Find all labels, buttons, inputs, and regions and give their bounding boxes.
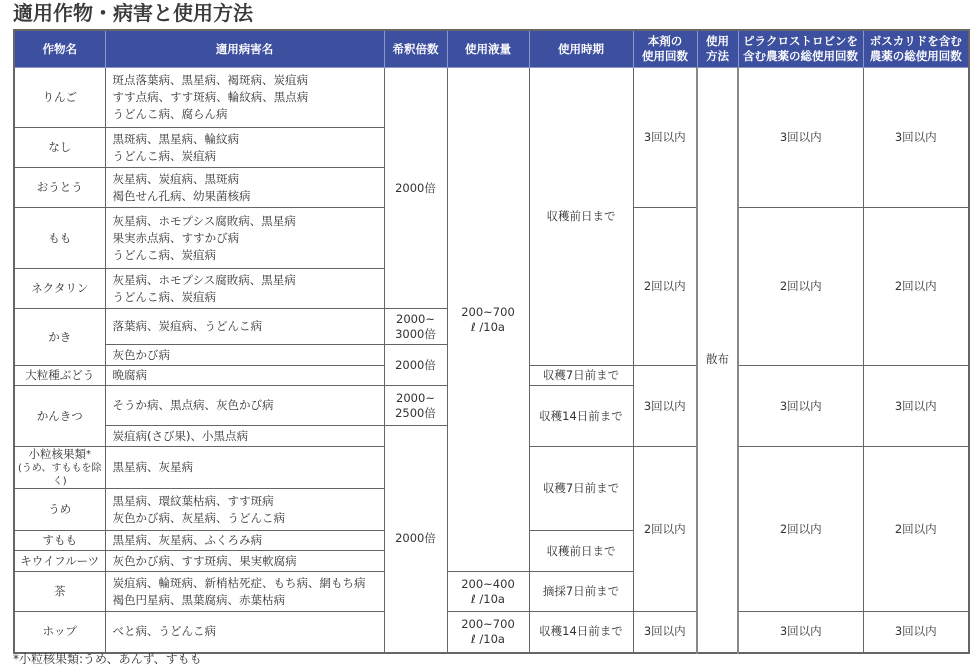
header-boscalid: ボスカリドを含む 農薬の総使用回数 — [863, 30, 969, 68]
boscalid-cell: 3回以内 — [863, 612, 969, 653]
crop-name: かき — [14, 309, 105, 366]
boscalid-cell: 3回以内 — [863, 366, 969, 447]
boscalid-cell: 2回以内 — [863, 447, 969, 612]
crop-name: すもも — [14, 531, 105, 551]
crop-name-label: 小粒核果類 — [28, 447, 86, 461]
dilution-cell: 2000倍 — [384, 426, 447, 653]
disease-cell: 黒星病、環紋葉枯病、すす斑病 灰色かび病、灰星病、うどんこ病 — [105, 489, 384, 531]
boscalid-cell: 3回以内 — [863, 68, 969, 208]
dilution-cell: 2000倍 — [384, 345, 447, 386]
disease-cell: 灰星病、ホモプシス腐敗病、黒星病 果実赤点病、すすかび病 うどんこ病、炭疽病 — [105, 208, 384, 269]
timing-cell: 収穫7日前まで — [529, 447, 633, 531]
pyraclostrobin-cell: 3回以内 — [738, 68, 863, 208]
application-table — [13, 29, 970, 654]
timing-cell: 収穫14日前まで — [529, 612, 633, 653]
timing-cell: 収穫前日まで — [529, 531, 633, 572]
disease-cell: 灰色かび病、すす斑病、果実軟腐病 — [105, 551, 384, 572]
header-dilution: 希釈倍数 — [384, 30, 447, 68]
pyraclostrobin-cell: 2回以内 — [738, 447, 863, 612]
crop-name: 茶 — [14, 572, 105, 612]
crop-name — [14, 447, 105, 489]
disease-cell: 斑点落葉病、黒星病、褐斑病、炭疽病 すす点病、すす斑病、輪紋病、黒点病 うどんこ病、腐らん病 — [105, 68, 384, 128]
table-row — [14, 68, 969, 128]
dilution-cell: 2000~ 3000倍 — [384, 309, 447, 345]
header-volume: 使用液量 — [447, 30, 529, 68]
volume-cell: 200~700 ℓ /10a — [447, 612, 529, 653]
disease-cell: 灰星病、ホモプシス腐敗病、黒星病 うどんこ病、炭疽病 — [105, 269, 384, 309]
volume-cell: 200~700 ℓ /10a — [447, 68, 529, 572]
pyraclostrobin-cell: 3回以内 — [738, 612, 863, 653]
crop-name: なし — [14, 128, 105, 168]
header-crop: 作物名 — [14, 30, 105, 68]
crop-name: 大粒種ぶどう — [14, 366, 105, 386]
count-cell: 2回以内 — [633, 208, 697, 366]
pyraclostrobin-cell: 3回以内 — [738, 366, 863, 447]
header-row — [14, 30, 969, 68]
footnote: *小粒核果類:うめ、あんず、すもも — [13, 652, 202, 666]
disease-cell: 落葉病、炭疽病、うどんこ病 — [105, 309, 384, 345]
timing-cell: 収穫14日前まで — [529, 386, 633, 447]
crop-name: ホップ — [14, 612, 105, 653]
dilution-cell: 2000倍 — [384, 68, 447, 309]
table-row — [14, 612, 969, 653]
volume-cell: 200~400 ℓ /10a — [447, 572, 529, 612]
method-cell: 散布 — [697, 68, 738, 653]
crop-name: ネクタリン — [14, 269, 105, 309]
disease-cell: そうか病、黒点病、灰色かび病 — [105, 386, 384, 426]
crop-name: かんきつ — [14, 386, 105, 447]
crop-name: りんご — [14, 68, 105, 128]
page-title: 適用作物・病害と使用方法 — [13, 1, 253, 25]
crop-name: おうとう — [14, 168, 105, 208]
disease-cell: 黒星病、灰星病 — [105, 447, 384, 489]
timing-cell: 収穫前日まで — [529, 68, 633, 366]
count-cell: 2回以内 — [633, 447, 697, 612]
header-count: 本剤の 使用回数 — [633, 30, 697, 68]
count-cell: 3回以内 — [633, 68, 697, 208]
asterisk-mark: * — [86, 449, 91, 460]
header-disease: 適用病害名 — [105, 30, 384, 68]
crop-note: (うめ、すももを除く) — [17, 463, 102, 487]
disease-cell: 炭疽病(さび果)、小黒点病 — [105, 426, 384, 447]
boscalid-cell: 2回以内 — [863, 208, 969, 366]
header-pyraclostrobin: ピラクロストロビンを 含む農薬の総使用回数 — [738, 30, 863, 68]
count-cell: 3回以内 — [633, 612, 697, 653]
disease-cell: 黒斑病、黒星病、輪紋病 うどんこ病、炭疽病 — [105, 128, 384, 168]
disease-cell: 炭疽病、輪斑病、新梢枯死症、もち病、網もち病 褐色円星病、黒葉腐病、赤葉枯病 — [105, 572, 384, 612]
disease-cell: 黒星病、灰星病、ふくろみ病 — [105, 531, 384, 551]
pyraclostrobin-cell: 2回以内 — [738, 208, 863, 366]
disease-cell: べと病、うどんこ病 — [105, 612, 384, 653]
timing-cell: 摘採7日前まで — [529, 572, 633, 612]
crop-name: キウイフルーツ — [14, 551, 105, 572]
header-timing: 使用時期 — [529, 30, 633, 68]
disease-cell: 灰星病、炭疽病、黒斑病 褐色せん孔病、幼果菌核病 — [105, 168, 384, 208]
timing-cell: 収穫7日前まで — [529, 366, 633, 386]
count-cell: 3回以内 — [633, 366, 697, 447]
disease-cell: 灰色かび病 — [105, 345, 384, 366]
disease-cell: 晩腐病 — [105, 366, 384, 386]
crop-name: うめ — [14, 489, 105, 531]
crop-name: もも — [14, 208, 105, 269]
header-method: 使用 方法 — [697, 30, 738, 68]
dilution-cell: 2000~ 2500倍 — [384, 386, 447, 426]
